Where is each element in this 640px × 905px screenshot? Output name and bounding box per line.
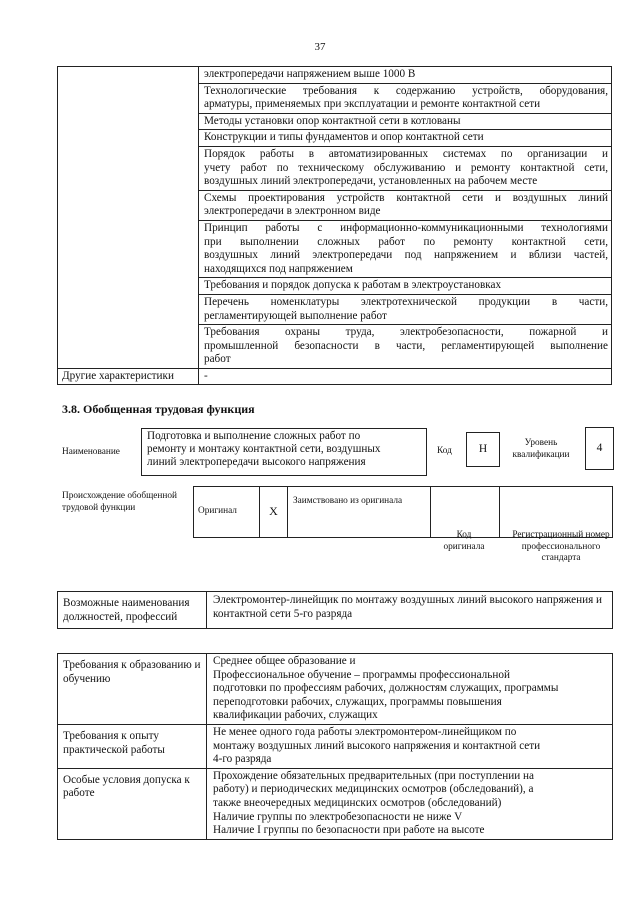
positions-table bbox=[57, 591, 613, 629]
knowledge-row: Схемы проектирования устройств контактной сети и воздушных линий электропередачи в электронном виде bbox=[199, 190, 612, 220]
other-characteristics-value: - bbox=[199, 368, 612, 385]
requirement-label: Особые условия допуска к работе bbox=[58, 768, 207, 839]
name-label: Наименование bbox=[62, 447, 120, 457]
requirement-label: Требования к образованию и обучению bbox=[58, 654, 207, 725]
knowledge-label-cell bbox=[58, 67, 199, 369]
knowledge-row: Требования охраны труда, электробезопасности, пожарной и промышленной безопасности в части, регламентирующей выполнение работ bbox=[199, 325, 612, 369]
requirement-value: Прохождение обязательных предварительных (при поступлении на работу) и периодических медицинских осмотров (обследований), а также внеочередных медицинских осмотров (обследований) Наличие группы по электробезопасности не ниже V Наличие I группы по безопасности при работе на высоте bbox=[207, 768, 613, 839]
other-characteristics-label: Другие характеристики bbox=[58, 368, 199, 385]
positions-value: Электромонтер-линейщик по монтажу воздушных линий высокого напряжения и контактной сети 5-го разряда bbox=[207, 592, 613, 629]
knowledge-row: Принцип работы с информационно-коммуникационными технологиями при выполнении сложных работ по ремонту контактной сети, воздушных линий электропередачи под напряжением и вблизи частей, находящихся под напряжением bbox=[199, 220, 612, 277]
knowledge-row: Технологические требования к содержанию устройств, оборудования, арматуры, применяемых при эксплуатации и ремонте контактной сети bbox=[199, 83, 612, 113]
function-name-line: ремонту и монтажу контактной сети, воздушных bbox=[147, 443, 381, 456]
borrowed-label: Заимствовано из оригинала bbox=[288, 487, 431, 538]
page-number: 37 bbox=[314, 41, 326, 53]
knowledge-row: Требования и порядок допуска к работам в электроустановках bbox=[199, 278, 612, 295]
knowledge-row: Конструкции и типы фундаментов и опор контактной сети bbox=[199, 130, 612, 147]
origin-label: Происхождение обобщенной трудовой функции bbox=[62, 491, 177, 513]
section-heading: 3.8. Обобщенная трудовая функция bbox=[62, 402, 255, 416]
requirements-table bbox=[57, 653, 613, 840]
requirement-value: Не менее одного года работы электромонтером-линейщиком по монтажу воздушных линий высокого напряжения и контактной сети 4-го разряда bbox=[207, 724, 613, 768]
requirement-label: Требования к опыту практической работы bbox=[58, 724, 207, 768]
knowledge-table bbox=[57, 66, 612, 385]
function-name-line: Подготовка и выполнение сложных работ по bbox=[147, 430, 361, 442]
knowledge-row: электропередачи напряжением выше 1000 В bbox=[199, 67, 612, 84]
knowledge-row: Порядок работы в автоматизированных системах по организации и учету работ по техническому обслуживанию и ремонту контактной сети, воздушных линий электропередачи, установленных на рабочем месте bbox=[199, 146, 612, 190]
level-label: Уровень квалификации bbox=[512, 438, 570, 460]
original-mark: X bbox=[260, 487, 288, 538]
knowledge-row: Перечень номенклатуры электротехнической продукции в части, регламентирующей выполнение работ bbox=[199, 294, 612, 324]
reg-number-label: Регистрационный номер профессионального стандарта bbox=[512, 530, 610, 563]
knowledge-row: Методы установки опор контактной сети в котлованы bbox=[199, 113, 612, 130]
code-value: H bbox=[466, 432, 500, 467]
code-label: Код bbox=[437, 446, 452, 456]
function-name-box bbox=[141, 428, 427, 476]
original-label: Оригинал bbox=[194, 487, 260, 538]
level-value: 4 bbox=[585, 427, 614, 470]
code-original-label: Код оригинала bbox=[443, 530, 485, 552]
requirement-value: Среднее общее образование и Профессиональное обучение – программы профессиональной подготовки по профессиям рабочих, должностям служащих, программы переподготовки рабочих, служащих, программы повышения квалификации рабочих, служащих bbox=[207, 654, 613, 725]
function-name-line: линий электропередачи высокого напряжения bbox=[147, 456, 366, 469]
positions-label: Возможные наименования должностей, профессий bbox=[58, 592, 207, 629]
